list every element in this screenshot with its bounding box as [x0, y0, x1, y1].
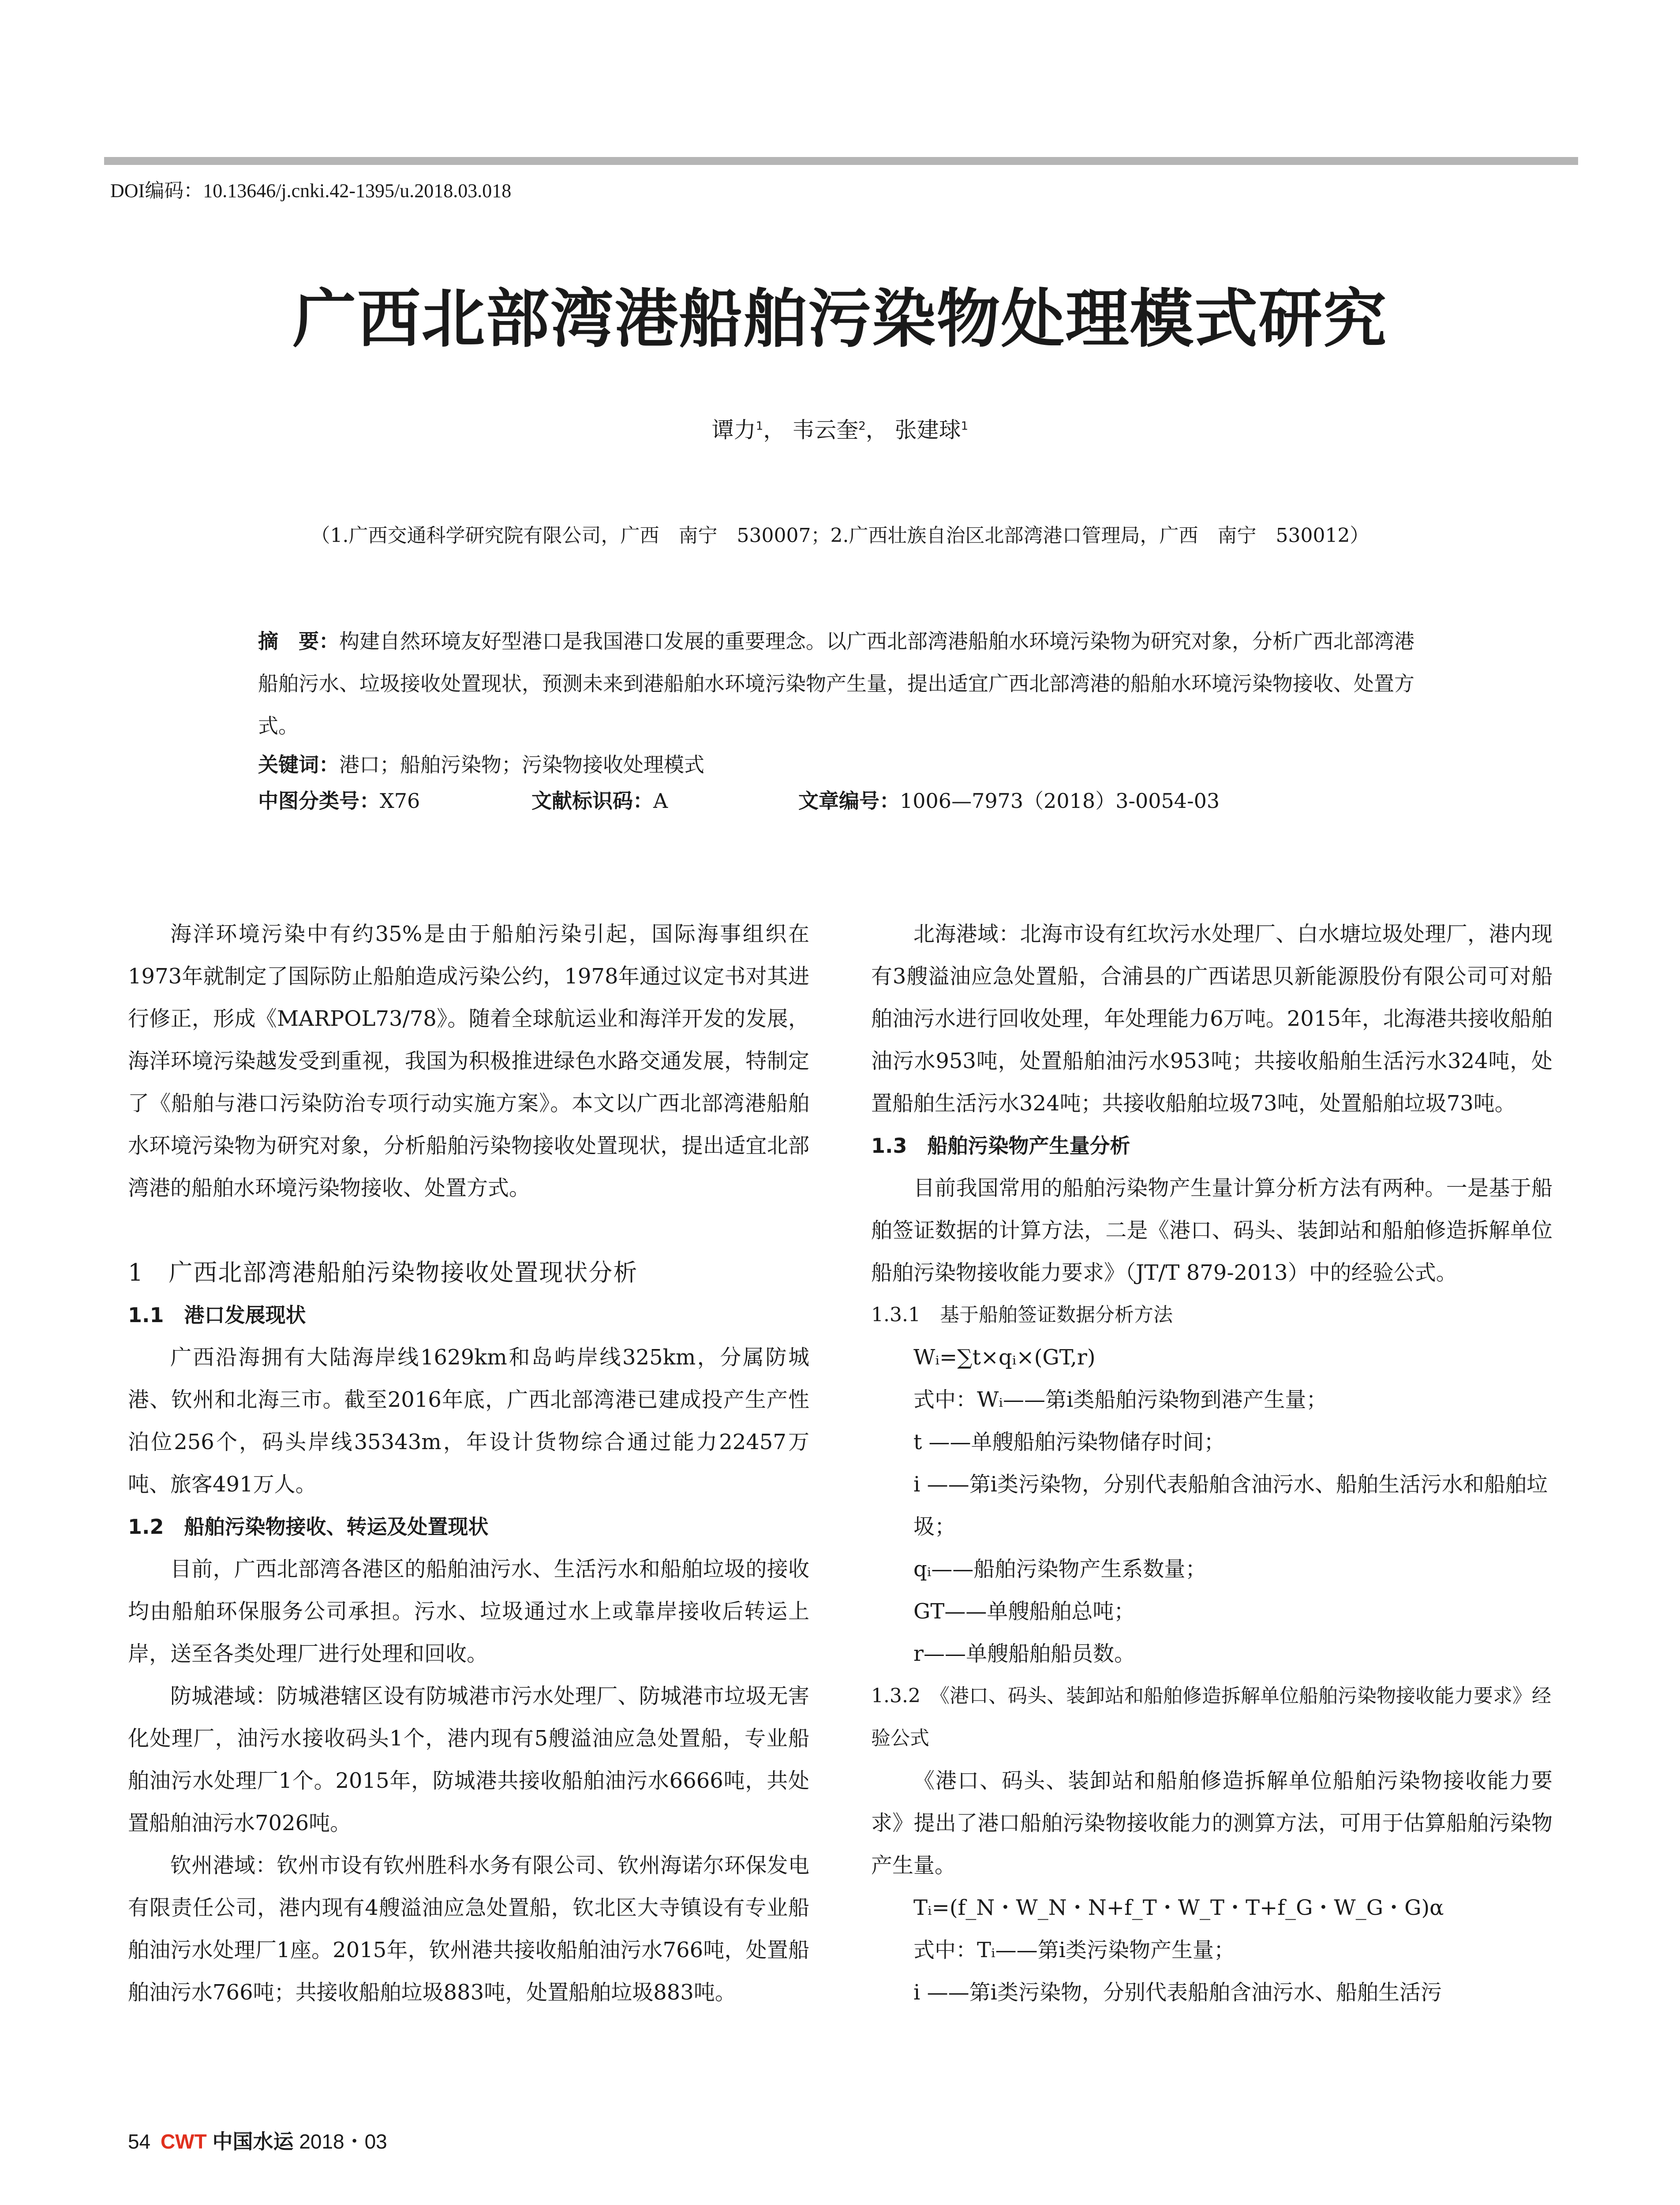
abstract-label: 摘 要：: [258, 629, 339, 653]
article-no-value: 1006—7973（2018）3-0054-03: [900, 789, 1220, 813]
author-sup: 1: [961, 419, 969, 433]
section-heading: 1 广西北部湾港船舶污染物接收处置现状分析: [128, 1259, 638, 1286]
subsection-heading: 1.3 船舶污染物产生量分析: [871, 1134, 1130, 1158]
author: 张建球: [894, 417, 961, 443]
right-column: [871, 913, 1553, 2014]
article-number: [798, 785, 1220, 814]
affiliations: （1.广西交通科学研究院有限公司，广西 南宁 530007；2.广西壮族自治区北部湾港口管理局，广西 南宁 530012）: [311, 524, 1369, 547]
paragraph: 防城港域：防城港辖区设有防城港市污水处理厂、防城港市垃圾无害化处理厂，油污水接收码头1个，港内现有5艘溢油应急处置船，专业船舶油污水处理厂1个。2015年，防城港共接收船舶油污水6666吨，共处置船舶油污水7026吨。: [128, 1684, 809, 1835]
definition-line: 式中：Tᵢ——第i类污染物产生量；: [913, 1938, 1235, 1962]
definition-line: GT——单艘船舶总吨；: [913, 1599, 1135, 1624]
author-sup: 2: [858, 419, 866, 433]
author-sep: ，: [763, 417, 786, 443]
definition-line: i ——第i类污染物，分别代表船舶含油污水、船舶生活污水和船舶垃圾；: [913, 1472, 1548, 1539]
clc-value: X76: [380, 789, 420, 813]
page-number: 54: [128, 2130, 151, 2153]
abstract-text: 构建自然环境友好型港口是我国港口发展的重要理念。以广西北部湾港船舶水环境污染物为研究对象，分析广西北部湾港船舶污水、垃圾接收处置现状，预测未来到港船舶水环境污染物产生量，提出适宜广西北部湾港的船舶水环境污染物接收、处置方式。: [258, 629, 1414, 738]
clc-label: 中图分类号：: [258, 789, 380, 813]
header-rule: [104, 157, 1578, 165]
definition-line: 式中：Wᵢ——第i类船舶污染物到港产生量；: [913, 1387, 1328, 1412]
definition-line: i ——第i类污染物，分别代表船舶含油污水、船舶生活污: [913, 1980, 1442, 2005]
paragraph: 《港口、码头、装卸站和船舶修造拆解单位船舶污染物接收能力要求》提出了港口船舶污染物接收能力的测算方法，可用于估算船舶污染物产生量。: [871, 1768, 1553, 1878]
author: 韦云奎: [792, 417, 859, 443]
author-sup: 1: [756, 419, 763, 433]
subsection-heading: 1.2 船舶污染物接收、转运及处置现状: [128, 1515, 489, 1539]
intro-paragraph: 海洋环境污染中有约35%是由于船舶污染引起，国际海事组织在1973年就制定了国际防止船舶造成污染公约，1978年通过议定书对其进行修正，形成《MARPOL73/78》。随着全球航运业和海洋开发的发展，海洋环境污染越发受到重视，我国为积极推进绿色水路交通发展，特制定了《船舶与港口污染防治专项行动实施方案》。本文以广西北部湾港船舶水环境污染物为研究对象，分析船舶污染物接收处置现状，提出适宜北部湾港的船舶水环境污染物接收、处置方式。: [128, 922, 809, 1200]
journal-logo: CWT: [160, 2130, 207, 2153]
author: 谭力: [711, 417, 756, 443]
clc-number: [258, 785, 420, 814]
keywords-label: 关键词：: [258, 753, 339, 777]
authors: [0, 412, 1680, 444]
document-code: [531, 785, 668, 814]
definition-line: r——单艘船舶船员数。: [913, 1641, 1135, 1666]
paragraph: 广西沿海拥有大陆海岸线1629km和岛屿岸线325km，分属防城港、钦州和北海三市。截至2016年底，广西北部湾港已建成投产生产性泊位256个，码头岸线35343m，年设计货物综合通过能力22457万吨、旅客491万人。: [128, 1345, 809, 1497]
journal-name: 中国水运: [212, 2130, 294, 2153]
paper-title: 广西北部湾港船舶污染物处理模式研究: [292, 281, 1388, 356]
article-no-label: 文章编号：: [798, 789, 900, 813]
issue: 2018・03: [299, 2130, 387, 2153]
keywords: [258, 744, 1422, 786]
paragraph: 北海港域：北海市设有红坎污水处理厂、白水塘垃圾处理厂，港内现有3艘溢油应急处置船，合浦县的广西诺思贝新能源股份有限公司可对船舶油污水进行回收处理，年处理能力6万吨。2015年，北海港共接收船舶油污水953吨，处置船舶油污水953吨；共接收船舶生活污水324吨，处置船舶生活污水324吨；共接收船舶垃圾73吨，处置船舶垃圾73吨。: [871, 922, 1553, 1116]
abstract: [258, 620, 1422, 747]
left-column: [128, 913, 809, 2014]
doc-code-value: A: [653, 789, 668, 813]
definition-line: qᵢ——船舶污染物产生系数量；: [913, 1557, 1207, 1581]
doi: DOI编码：10.13646/j.cnki.42-1395/u.2018.03.018: [110, 180, 512, 202]
keywords-text: 港口；船舶污染物；污染物接收处理模式: [339, 753, 704, 777]
subsection-heading: 1.1 港口发展现状: [128, 1303, 306, 1327]
paragraph: 钦州港域：钦州市设有钦州胜科水务有限公司、钦州海诺尔环保发电有限责任公司，港内现有4艘溢油应急处置船，钦北区大寺镇设有专业船舶油污水处理厂1座。2015年，钦州港共接收船舶油污水766吨，处置船舶油污水766吨；共接收船舶垃圾883吨，处置船舶垃圾883吨。: [128, 1853, 809, 2005]
definition-line: t ——单艘船舶污染物储存时间；: [913, 1430, 1225, 1454]
subsubsection-heading: 1.3.1 基于船舶签证数据分析方法: [871, 1304, 1173, 1326]
subsubsection-heading: 1.3.2 《港口、码头、装卸站和船舶修造拆解单位船舶污染物接收能力要求》经验公式: [871, 1685, 1551, 1749]
author-sep: ，: [865, 417, 888, 443]
paragraph: 目前，广西北部湾各港区的船舶油污水、生活污水和船舶垃圾的接收均由船舶环保服务公司承担。污水、垃圾通过水上或靠岸接收后转运上岸，送至各类处理厂进行处理和回收。: [128, 1557, 809, 1666]
page-footer: [128, 2126, 387, 2155]
equation: Wᵢ=∑t×qᵢ×(GT,r): [913, 1345, 1096, 1370]
doc-code-label: 文献标识码：: [531, 789, 653, 813]
equation: Tᵢ=(f_N・W_N・N+f_T・W_T・T+f_G・W_G・G)α: [913, 1895, 1444, 1920]
paragraph: 目前我国常用的船舶污染物产生量计算分析方法有两种。一是基于船舶签证数据的计算方法，二是《港口、码头、装卸站和船舶修造拆解单位船舶污染物接收能力要求》（JT/T 879-2013）中的经验公式。: [871, 1176, 1553, 1285]
